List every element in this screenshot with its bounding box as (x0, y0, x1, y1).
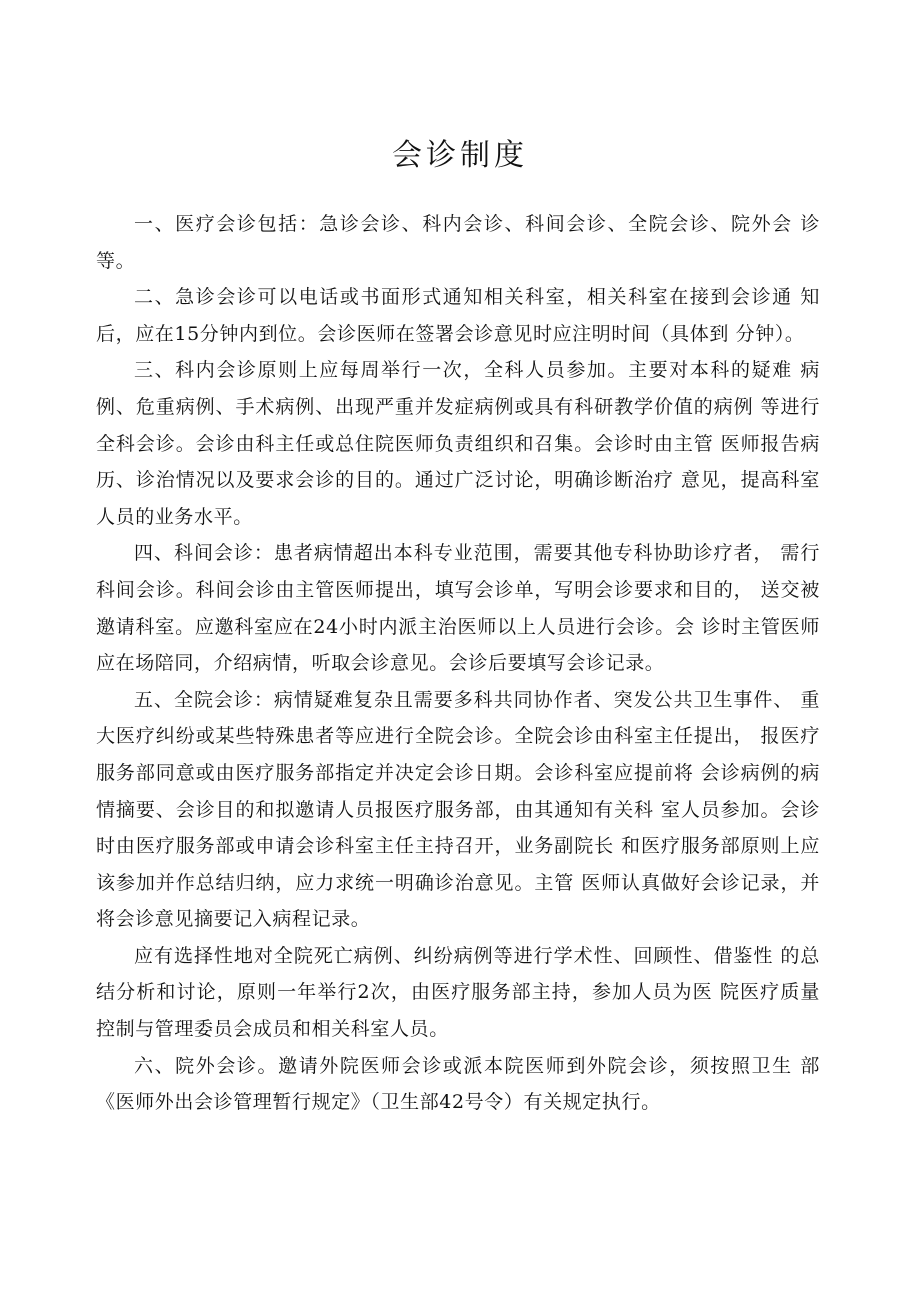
paragraph-case-review: 应有选择性地对全院死亡病例、纠纷病例等进行学术性、回顾性、借鉴性 的总结分析和讨论，原则一年举行2次，由医疗服务部主持，参加人员为医 院医疗质量控制与管理委员会成员和相关科室人员。 (96, 944, 820, 1041)
paragraph-hospital-wide-consultation: 五、全院会诊：病情疑难复杂且需要多科共同协作者、突发公共卫生事件、 重大医疗纠纷或某些特殊患者等应进行全院会诊。全院会诊由科室主任提出， 报医疗服务部同意或由医疗服务部指定并决定会诊日期。会诊科室应提前将 会诊病例的病情摘要、会诊目的和拟邀请人员报医疗服务部，由其通知有关科 室人员参加。会诊时由医疗服务部或申请会诊科室主任主持召开，业务副院长 和医疗服务部原则上应该参加并作总结归纳，应力求统一明确诊治意见。主管 医师认真做好会诊记录，并将会诊意见摘要记入病程记录。 (96, 688, 820, 931)
paragraph-interdepartment-consultation: 四、科间会诊：患者病情超出本科专业范围，需要其他专科协助诊疗者， 需行科间会诊。科间会诊由主管医师提出，填写会诊单，写明会诊要求和目的， 送交被邀请科室。应邀科室应在24小时内派主治医师以上人员进行会诊。会 诊时主管医师应在场陪同，介绍病情，听取会诊意见。会诊后要填写会诊记录。 (96, 542, 820, 675)
paragraph-consultation-types: 一、医疗会诊包括：急诊会诊、科内会诊、科间会诊、全院会诊、院外会 诊等。 (96, 213, 820, 272)
paragraph-department-consultation: 三、科内会诊原则上应每周举行一次，全科人员参加。主要对本科的疑难 病例、危重病例、手术病例、出现严重并发症病例或具有科研教学价值的病例 等进行全科会诊。会诊由科主任或总住院医师负责组织和召集。会诊时由主管 医师报告病历、诊治情况以及要求会诊的目的。通过广泛讨论，明确诊断治疗 意见，提高科室人员的业务水平。 (96, 359, 820, 528)
paragraph-emergency-consultation: 二、急诊会诊可以电话或书面形式通知相关科室，相关科室在接到会诊通 知后，应在15分钟内到位。会诊医师在签署会诊意见时应注明时间（具体到 分钟）。 (96, 286, 820, 345)
paragraph-external-consultation: 六、院外会诊。邀请外院医师会诊或派本院医师到外院会诊，须按照卫生 部《医师外出会诊管理暂行规定》（卫生部42号令）有关规定执行。 (96, 1054, 820, 1114)
document-body (96, 206, 820, 1121)
document-title: 会诊制度 (392, 138, 528, 173)
